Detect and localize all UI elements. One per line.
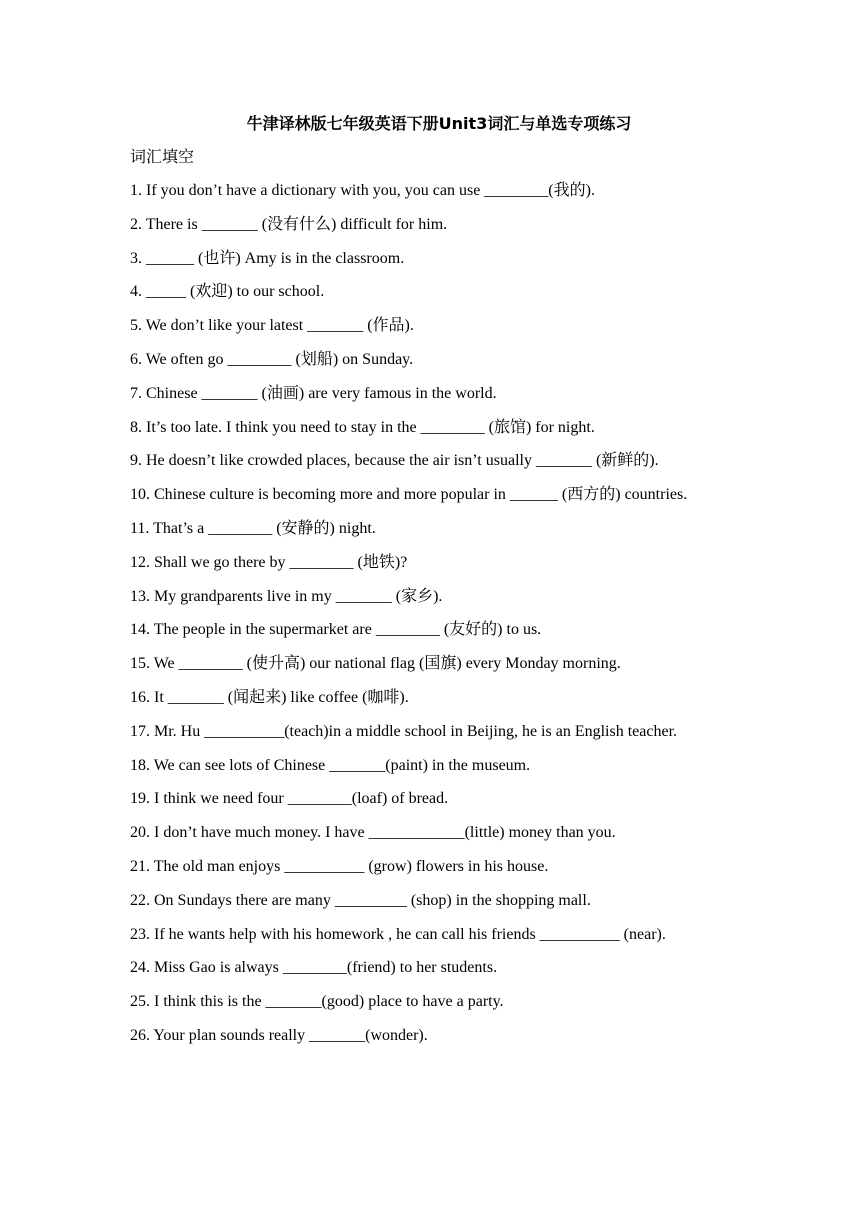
- exercise-item-20: 20. I don’t have much money. I have ____________(little) money than you.: [130, 824, 616, 842]
- exercise-item-22: 22. On Sundays there are many _________ (shop) in the shopping mall.: [130, 891, 591, 909]
- exercise-item-16: 16. It _______ (闻起来) like coffee (咖啡).: [130, 688, 409, 706]
- exercise-item-7: 7. Chinese _______ (油画) are very famous in the world.: [130, 384, 497, 402]
- document-title: 牛津译林版七年级英语下册Unit3词汇与单选专项练习: [246, 114, 632, 133]
- exercise-item-13: 13. My grandparents live in my _______ (家乡).: [130, 587, 443, 605]
- exercise-item-6: 6. We often go ________ (划船) on Sunday.: [130, 350, 414, 368]
- exercise-item-9: 9. He doesn’t like crowded places, because the air isn’t usually _______ (新鲜的).: [130, 452, 659, 470]
- exercise-item-19: 19. I think we need four ________(loaf) of bread.: [130, 790, 449, 808]
- exercise-item-18: 18. We can see lots of Chinese _______(paint) in the museum.: [130, 756, 531, 774]
- exercise-item-3: 3. ______ (也许) Amy is in the classroom.: [130, 249, 405, 267]
- exercise-item-4: 4. _____ (欢迎) to our school.: [130, 283, 325, 301]
- exercise-item-26: 26. Your plan sounds really _______(wonder).: [130, 1026, 428, 1044]
- exercise-item-1: 1. If you don’t have a dictionary with you, you can use ________(我的).: [130, 182, 595, 199]
- exercise-item-10: 10. Chinese culture is becoming more and more popular in ______ (西方的) countries.: [130, 486, 688, 504]
- exercise-item-2: 2. There is _______ (没有什么) difficult for him.: [130, 215, 448, 233]
- exercise-item-5: 5. We don’t like your latest _______ (作品).: [130, 317, 414, 335]
- exercise-item-12: 12. Shall we go there by ________ (地铁)?: [130, 553, 408, 571]
- exercise-item-25: 25. I think this is the _______(good) place to have a party.: [130, 993, 504, 1011]
- exercise-item-24: 24. Miss Gao is always ________(friend) to her students.: [130, 959, 498, 977]
- exercise-item-23: 23. If he wants help with his homework , he can call his friends __________ (near).: [130, 925, 666, 943]
- document-page: [130, 110, 730, 1053]
- exercise-list: [130, 174, 730, 1053]
- exercise-item-15: 15. We ________ (使升高) our national flag (国旗) every Monday morning.: [130, 655, 621, 673]
- exercise-item-21: 21. The old man enjoys __________ (grow) flowers in his house.: [130, 857, 549, 875]
- exercise-item-17: 17. Mr. Hu __________(teach)in a middle school in Beijing, he is an English teacher.: [130, 722, 678, 740]
- section-heading: 词汇填空: [130, 147, 195, 166]
- exercise-item-8: 8. It’s too late. I think you need to stay in the ________ (旅馆) for night.: [130, 418, 595, 436]
- exercise-item-14: 14. The people in the supermarket are ________ (友好的) to us.: [130, 621, 542, 639]
- exercise-item-11: 11. That’s a ________ (安静的) night.: [130, 519, 376, 537]
